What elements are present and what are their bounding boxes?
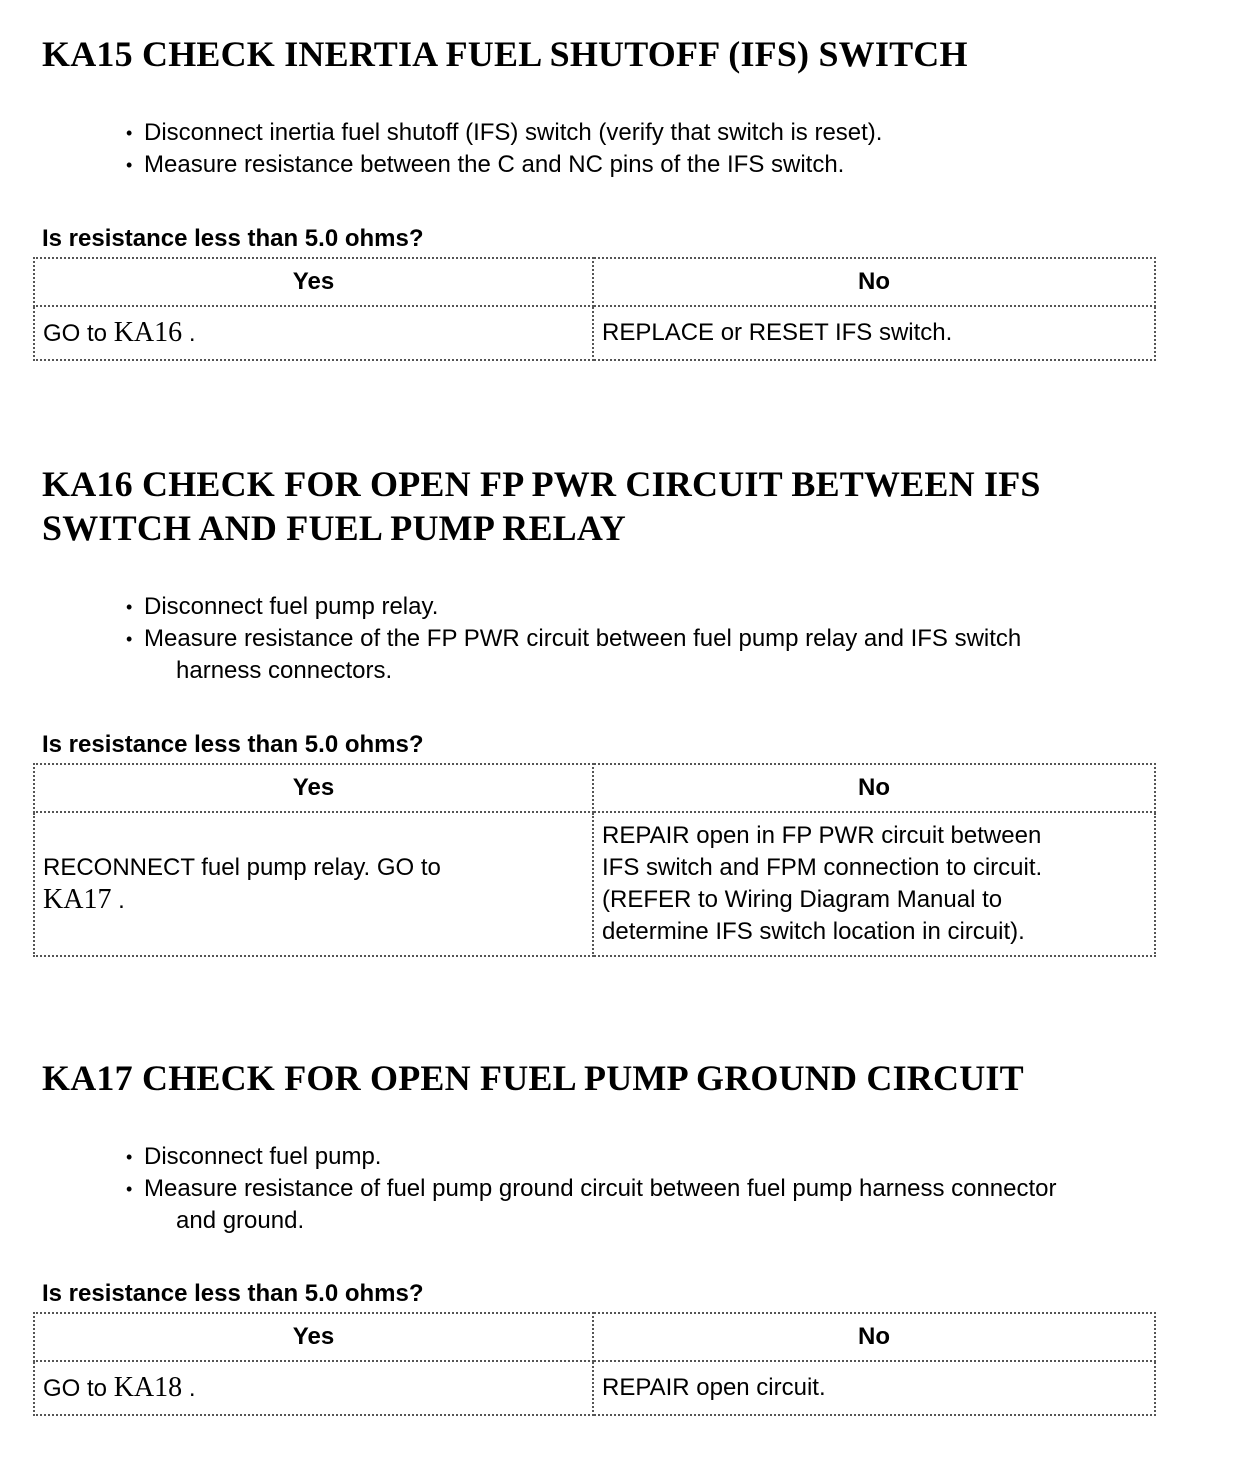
no-cell: REPAIR open in FP PWR circuit between IFS switch and FPM connection to circuit. (REFER to Wiring Diagram Manual to determine IFS switch location in circuit). <box>593 812 1155 956</box>
step-item: • Disconnect fuel pump. <box>126 1141 1226 1173</box>
step-list <box>126 117 1226 181</box>
yes-header: Yes <box>34 258 593 306</box>
decision-table <box>33 763 1156 957</box>
table-header-row <box>34 1313 1155 1361</box>
table-row <box>34 306 1155 360</box>
section-title: KA15 CHECK INERTIA FUEL SHUTOFF (IFS) SWITCH <box>42 34 968 74</box>
step-list <box>126 591 1226 687</box>
yes-cell: RECONNECT fuel pump relay. GO to KA17 . <box>34 812 593 956</box>
question: Is resistance less than 5.0 ohms? <box>42 225 424 252</box>
yes-header: Yes <box>34 764 593 812</box>
yes-cell: GO to KA18 . <box>34 1361 593 1415</box>
section-title: KA16 CHECK FOR OPEN FP PWR CIRCUIT BETWEEN IFS SWITCH AND FUEL PUMP RELAY <box>42 464 1041 548</box>
bullet-icon: • <box>126 1179 133 1199</box>
step-item: • Disconnect inertia fuel shutoff (IFS) switch (verify that switch is reset). <box>126 117 1226 149</box>
bullet-icon: • <box>126 629 133 649</box>
bullet-icon: • <box>126 155 133 175</box>
no-cell: REPAIR open circuit. <box>593 1361 1155 1415</box>
ka18-link[interactable]: KA18 <box>113 1371 183 1403</box>
yes-cell: GO to KA16 . <box>34 306 593 360</box>
bullet-icon: • <box>126 1147 133 1167</box>
table-row <box>34 812 1155 956</box>
step-item: • Measure resistance of fuel pump ground circuit between fuel pump harness connector and ground. <box>126 1175 1057 1234</box>
question: Is resistance less than 5.0 ohms? <box>42 731 424 758</box>
step-item: • Measure resistance of the FP PWR circuit between fuel pump relay and IFS switch harness connectors. <box>126 625 1022 684</box>
bullet-icon: • <box>126 123 133 143</box>
table-row <box>34 1361 1155 1415</box>
table-header-row <box>34 764 1155 812</box>
no-header: No <box>593 258 1155 306</box>
yes-header: Yes <box>34 1313 593 1361</box>
no-cell: REPLACE or RESET IFS switch. <box>593 306 1155 360</box>
question: Is resistance less than 5.0 ohms? <box>42 1280 424 1307</box>
ka17-link[interactable]: KA17 <box>43 883 112 915</box>
step-item: • Measure resistance between the C and NC pins of the IFS switch. <box>126 149 1226 181</box>
decision-table <box>33 257 1156 361</box>
decision-table <box>33 1312 1156 1416</box>
ka16-link[interactable]: KA16 <box>113 316 183 348</box>
no-header: No <box>593 1313 1155 1361</box>
step-item: • Disconnect fuel pump relay. <box>126 591 1226 623</box>
section-title: KA17 CHECK FOR OPEN FUEL PUMP GROUND CIRCUIT <box>42 1058 1024 1098</box>
table-header-row <box>34 258 1155 306</box>
bullet-icon: • <box>126 597 133 617</box>
no-header: No <box>593 764 1155 812</box>
step-list <box>126 1141 1226 1237</box>
